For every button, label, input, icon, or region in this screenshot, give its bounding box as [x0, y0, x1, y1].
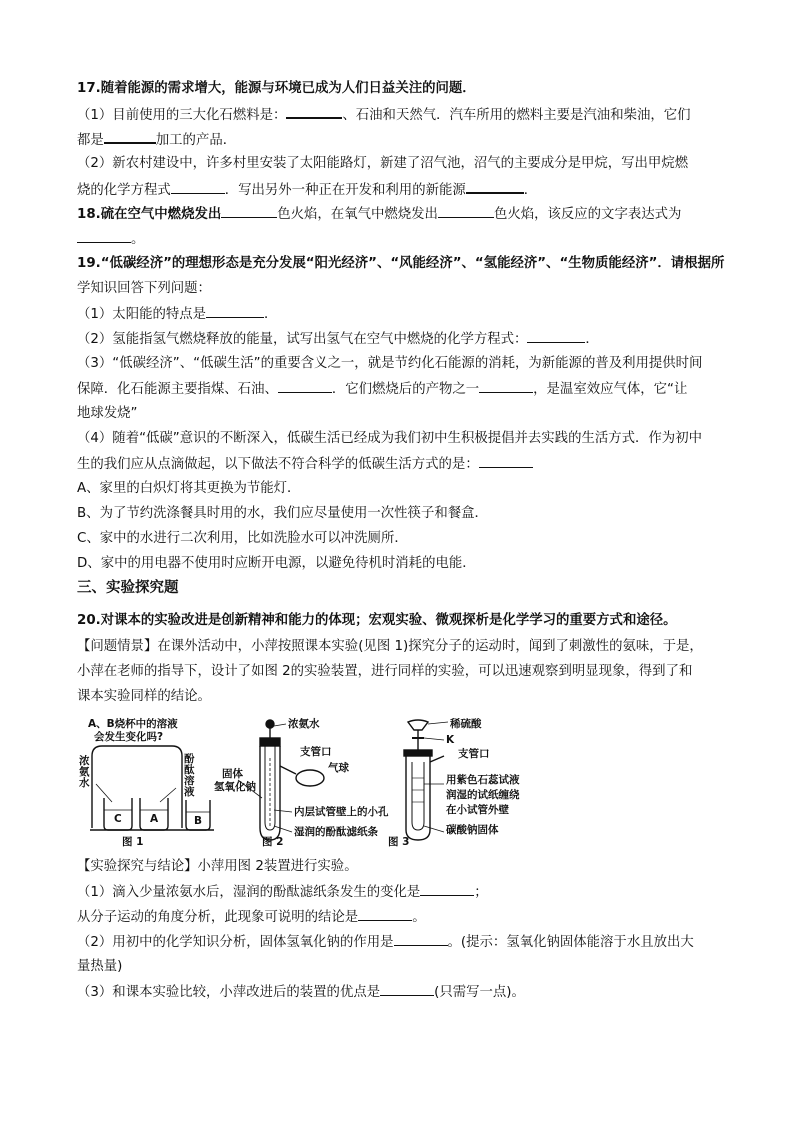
fig3-paper-label-1: 用紫色石蕊试液	[446, 774, 520, 786]
fig2-title: 图 2	[262, 836, 284, 848]
answer-blank[interactable]	[206, 305, 264, 318]
q19-option-d: D、家中的用电器不使用时应断开电源，以避免待机时消耗的电能．	[77, 556, 476, 571]
answer-blank[interactable]	[438, 205, 494, 218]
answer-blank[interactable]	[358, 908, 412, 921]
q17-stem: 17.随着能源的需求增大，能源与环境已成为人们日益关注的问题．	[77, 81, 476, 96]
fig2-strip-label: 湿润的酚酞滤纸条	[294, 826, 378, 838]
q19-part2: （2）氢能指氢气燃烧释放的能量，试写出氢气在空气中燃烧的化学方程式： ．	[77, 332, 599, 347]
q20-stem: 20.对课本的实验改进是创新精神和能力的体现；宏观实验、微观探析是化学学习的重要方式和途径。	[77, 613, 677, 628]
q20-procedure: 【实验探究与结论】小萍用图 2装置进行实验。	[77, 859, 358, 874]
q20-part3: （3）和课本实验比较，小萍改进后的装置的优点是 (只需写一点)。	[77, 985, 525, 1000]
fig2-solid-label-2: 氢氧化钠	[214, 781, 256, 793]
answer-blank[interactable]	[171, 181, 225, 194]
fig3-paper-label-3: 在小试管外壁	[446, 804, 509, 816]
fig1-beaker-b: B	[194, 815, 203, 827]
fig3-title: 图 3	[388, 836, 410, 848]
fig3-valve-label: K	[446, 734, 455, 746]
fig1-beaker-c: C	[114, 813, 122, 825]
answer-blank[interactable]	[286, 105, 342, 119]
fig2-ammonia-label: 浓氨水	[288, 718, 320, 730]
q19-part1: （1）太阳能的特点是 ．	[77, 307, 278, 322]
q17-part2-line2: 烧的化学方程式 ．写出另外一种正在开发和利用的新能源 ．	[77, 180, 537, 200]
answer-blank[interactable]	[420, 883, 474, 896]
fig3-acid-label: 稀硫酸	[450, 718, 482, 730]
fig2-balloon-label: 气球	[328, 762, 349, 774]
q19-part3-line1: （3）“低碳经济”、“低碳生活”的重要含义之一，就是节约化石能源的消耗，为新能源的普及利用提供时间	[77, 356, 703, 371]
answer-blank[interactable]	[479, 380, 533, 393]
q19-option-a: A、家里的白炽灯将其更换为节能灯．	[77, 481, 301, 496]
q20-part2-line1: （2）用初中的化学知识分析，固体氢氧化钠的作用是 。(提示：氢氧化钠固体能溶于水且放出大	[77, 935, 694, 950]
answer-blank[interactable]	[527, 330, 585, 343]
fig1-phenolphthalein-label: 酚酞溶液	[184, 753, 195, 798]
q19-option-b: B、为了节约洗涤餐具时用的水，我们应尽量使用一次性筷子和餐盒．	[77, 506, 488, 521]
q19-part3-line3: 地球发烧”	[77, 406, 138, 421]
q20-scenario-line1: 【问题情景】在课外活动中，小萍按照课本实验(见图 1)探究分子的运动时，闻到了刺激性的氨味，于是，	[77, 639, 703, 654]
q19-part3-line2: 保障．化石能源主要指煤、石油、 ．它们燃烧后的产物之一 ，是温室效应气体，它“让	[77, 382, 688, 397]
q20-scenario-line3: 课本实验同样的结论。	[77, 689, 211, 704]
q19-part4-line1: （4）随着“低碳”意识的不断深入，低碳生活已经成为我们初中生积极提倡并去实践的生活方式．作为初中	[77, 431, 702, 446]
fig3-solid-label: 碳酸钠固体	[446, 824, 499, 836]
section-heading: 三、实验探究题	[77, 580, 179, 596]
answer-blank[interactable]	[466, 180, 524, 194]
fig2-side-arm-label: 支管口	[300, 746, 332, 758]
experiment-figure	[79, 718, 688, 848]
q18-line2: 。	[77, 230, 144, 249]
answer-blank[interactable]	[104, 130, 156, 144]
fig1-title: 图 1	[122, 836, 144, 848]
q19-option-c: C、家中的水进行二次利用，比如洗脸水可以冲洗厕所．	[77, 531, 408, 546]
q20-part1-line1: （1）滴入少量浓氨水后，湿润的酚酞滤纸条发生的变化是 ；	[77, 885, 488, 900]
q19-stem-line2: 学知识回答下列问题：	[77, 281, 211, 296]
answer-blank[interactable]	[77, 230, 131, 243]
q17-part1-line2: 都是 加工的产品．	[77, 130, 236, 150]
fig1-beaker-a: A	[150, 813, 159, 825]
q19-part4-line2: 生的我们应从点滴做起，以下做法不符合科学的低碳生活方式的是：	[77, 455, 533, 474]
q17-part1-line1: （1）目前使用的三大化石燃料是： 、石油和天然气．汽车所用的燃料主要是汽油和柴油，它们	[77, 105, 691, 125]
fig3-side-arm-label: 支管口	[458, 748, 490, 760]
answer-blank[interactable]	[278, 380, 332, 393]
fig1-question-line2: 会发生变化吗?	[94, 731, 164, 743]
fig1-ammonia-label: 浓氨水	[79, 755, 90, 789]
apparatus-drawing	[88, 718, 688, 848]
q18-line1: 18.硫在空气中燃烧发出 色火焰，在氧气中燃烧发出 色火焰，该反应的文字表达式为	[77, 207, 682, 222]
answer-blank[interactable]	[394, 933, 448, 946]
q20-part2-line2: 量热量)	[77, 959, 123, 974]
answer-blank[interactable]	[380, 983, 434, 996]
q20-scenario-line2: 小萍在老师的指导下，设计了如图 2的实验装置，进行同样的实验，可以迅速观察到明显现象，得到了和	[77, 664, 693, 679]
q20-part1-line2: 从分子运动的角度分析，此现象可说明的结论是 。	[77, 910, 426, 925]
fig2-solid-label-1: 固体	[222, 768, 243, 780]
fig2-hole-label: 内层试管壁上的小孔	[294, 806, 389, 818]
q19-stem-line1: 19.“低碳经济”的理想形态是充分发展“阳光经济”、“风能经济”、“氢能经济”、“生物质能经济”．请根据所	[77, 256, 725, 271]
fig3-paper-label-2: 润湿的试纸缠绕	[446, 789, 520, 801]
answer-blank[interactable]	[221, 205, 277, 218]
q17-part2-line1: （2）新农村建设中，许多村里安装了太阳能路灯，新建了沼气池，沼气的主要成分是甲烷，写出甲烷燃	[77, 156, 689, 171]
answer-blank[interactable]	[479, 455, 533, 468]
fig1-question-line1: A、B烧杯中的溶液	[88, 718, 178, 730]
